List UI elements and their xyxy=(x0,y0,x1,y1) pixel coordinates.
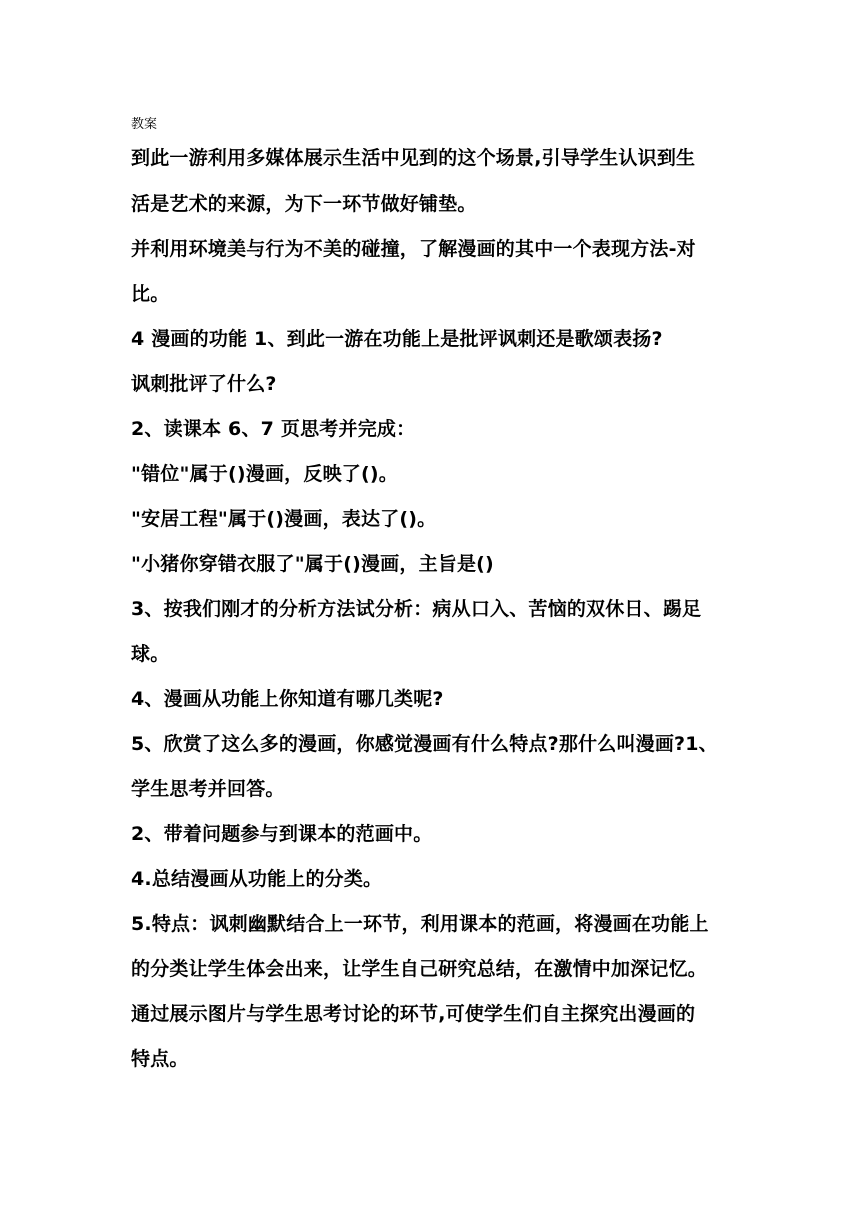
text-line: 的分类让学生体会出来，让学生自己研究总结，在激情中加深记忆。 xyxy=(131,958,708,980)
text-line: 活是艺术的来源，为下一环节做好铺垫。 xyxy=(131,193,477,215)
text-line: 2、带着问题参与到课本的范画中。 xyxy=(131,823,433,845)
text-line: 比。 xyxy=(131,283,170,305)
text-line: 特点。 xyxy=(131,1048,189,1070)
page-header: 教案 xyxy=(131,117,158,132)
text-line: "小猪你穿错衣服了"属于()漫画，主旨是() xyxy=(131,553,494,575)
text-line: 到此一游利用多媒体展示生活中见到的这个场景,引导学生认识到生 xyxy=(131,147,696,169)
text-line: 5.特点：讽刺幽默结合上一环节，利用课本的范画，将漫画在功能上 xyxy=(131,913,709,935)
text-line: 通过展示图片与学生思考讨论的环节,可使学生们自主探究出漫画的 xyxy=(131,1003,696,1025)
text-line: "错位"属于()漫画，反映了()。 xyxy=(131,463,398,485)
text-line: 3、按我们刚才的分析方法试分析：病从口入、苦恼的双休日、踢足 xyxy=(131,598,702,620)
text-line: 讽刺批评了什么? xyxy=(131,373,277,395)
text-line: "安居工程"属于()漫画，表达了()。 xyxy=(131,508,437,530)
text-line: 5、欣赏了这么多的漫画，你感觉漫画有什么特点?那什么叫漫画?1、 xyxy=(131,733,718,755)
text-line: 4、漫画从功能上你知道有哪几类呢? xyxy=(131,688,444,710)
text-line: 4.总结漫画从功能上的分类。 xyxy=(131,868,383,890)
text-line: 2、读课本 6、7 页思考并完成： xyxy=(131,418,416,440)
text-line: 学生思考并回答。 xyxy=(131,778,285,800)
text-line: 并利用环境美与行为不美的碰撞，了解漫画的其中一个表现方法-对 xyxy=(131,238,696,260)
text-line: 4 漫画的功能 1、到此一游在功能上是批评讽刺还是歌颂表扬? xyxy=(131,328,663,350)
text-line: 球。 xyxy=(131,643,170,665)
